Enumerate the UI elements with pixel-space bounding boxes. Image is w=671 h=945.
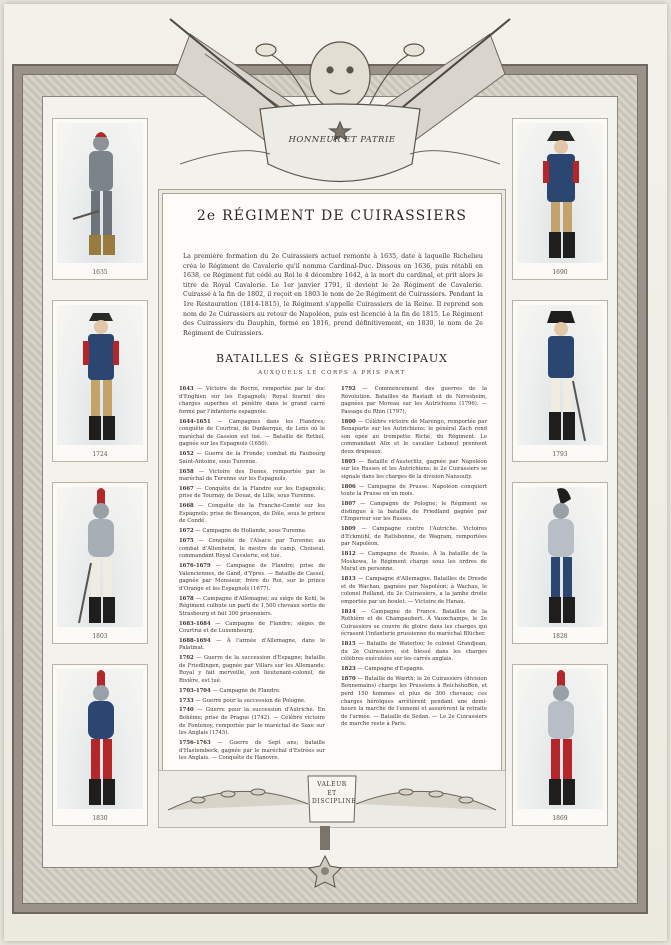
battle-text: — Campagne d'Allemagne; au siège de Kehl, le Régiment culbute un parti de 1,500 chevaux sortis de Strasbourg et fait 300 prisonniers. (179, 595, 325, 617)
battle-entry (179, 469, 325, 484)
battle-year: 1807 (341, 501, 356, 508)
battle-text: — Commencement des guerres de la Révolution. Batailles de Rastadt et de Neresheim, gagnées par Moreau sur les Autrichiens (1796). — Passage du Rhin (1797). (341, 386, 487, 415)
battle-year: 1792 (341, 386, 356, 392)
cuirassier-figure-icon (53, 483, 149, 645)
battle-entry (341, 641, 487, 664)
battle-year: 1672 (179, 528, 194, 535)
battle-text: — Campagne de Flandre; sièges de Courtrai et de Luxembourg. (179, 620, 325, 635)
battle-text: — Campagne de Russie. À la bataille de la Moskowa, le Régiment charge sous les ordres de Murat en personne. (341, 551, 487, 573)
battle-year: 1733 (179, 697, 194, 704)
battles-subtitle: AUXQUELS LE CORPS A PRIS PART (258, 370, 406, 376)
battle-year: 1756-1763 (179, 739, 211, 746)
battle-year: 1676-1679 (179, 562, 211, 569)
uniform-plate (52, 118, 148, 280)
battle-year: 1703-1704 (179, 687, 211, 694)
battle-year: 1809 (341, 526, 356, 533)
battle-text: — Bataille d'Austerlitz, gagnée par Napoléon sur les Russes et les Autrichiens; le 2e Cuirassiers se signale dans les charges de la division Nansouty. (341, 458, 487, 480)
battle-entry (179, 621, 325, 636)
cuirassier-figure-icon (53, 665, 149, 827)
battle-text: — Guerre de Sept ans; bataille d'Hastembeck, gagnée par le maréchal d'Estrées sur les Anglais. — Conquête du Hanovre. (179, 739, 325, 762)
battle-entry (179, 538, 325, 561)
battle-text: — Bataille de Wœrth; le 2e Cuirassiers (division Bonnemains) charge les Prussiens à Reichshoffen, et perd 150 hommes et plus de 300 chevaux; ces charges héroïques arrêtèrent pendant une demi-heure la marche de l'ennemi et assurèrent la retraite de l'armée. — Bataille de Sedan. — Le 2e Cuirassiers de marche reste à Paris. (341, 675, 487, 728)
battle-entry (179, 698, 325, 706)
battle-text: — Campagne de Flandre; prise de Valenciennes, de Gand, d'Ypres. — Bataille de Cassel, gagnée par Monsieur, frère du Roi, sur le prince d'Orange et les Espagnols (1677). (179, 562, 325, 592)
battle-entry (179, 638, 325, 653)
battle-text: — Bataille de Waterloo; le colonel Grandjean, du 2e Cuirassiers, est blessé dans les charges célèbres exécutées sur les carrés anglais. (341, 641, 487, 663)
cuirassier-figure-icon (513, 483, 609, 645)
battle-text: — Guerre de la succession d'Espagne; bataille de Friedlingen, gagnée par Villars sur les Allemands; Royal y fait merveille, son lieutenant-colonel, de Rivière, est tué. (179, 655, 325, 685)
history-panel (162, 193, 502, 773)
battle-year: 1815 (341, 641, 356, 648)
battle-year: 1823 (341, 666, 356, 673)
uniform-plate (512, 482, 608, 644)
battle-entry (179, 563, 325, 593)
battle-entry (179, 707, 325, 737)
battle-entry (341, 609, 487, 639)
battle-entry (179, 740, 325, 763)
battle-year: 1806 (341, 483, 356, 490)
plate-year: 1830 (92, 815, 108, 822)
battle-entry (341, 666, 487, 674)
cuirassier-figure-icon (53, 119, 149, 281)
battle-year: 1688-1694 (179, 637, 211, 644)
battle-text: — Victoire de Rocroi, remportée par le duc d'Enghien sur les Espagnols; Royal fournit des charges superbes et pénètre dans le grand carré formé par l'infanterie espagnole. (179, 386, 325, 415)
plate-year: 1793 (552, 451, 568, 458)
battle-entry (341, 551, 487, 574)
uniform-plate (52, 300, 148, 462)
plate-year: 1724 (92, 451, 108, 458)
lion-head-icon (310, 42, 370, 110)
battle-entry (179, 596, 325, 619)
battle-entry (179, 386, 325, 416)
battle-entry (179, 503, 325, 526)
battle-text: — Campagne de Hollande, sous Turenne. (193, 528, 307, 535)
battle-entry (179, 419, 325, 449)
battle-text: — Guerre de la Fronde; combat du Faubourg Saint-Antoine, sous Turenne. (179, 451, 325, 465)
battle-year: 1870 (341, 675, 356, 682)
battle-year: 1667 (179, 485, 194, 492)
battle-text: — Campagne de France. Batailles de la Rothière et de Champaubert. À Vauxchamps, le 2e Cuirassiers se couvre de gloire dans les charges qui écrasent l'infanterie prussienne du maréchal Blücher. (341, 608, 487, 638)
battle-year: 1678 (179, 595, 194, 602)
battle-entry (341, 386, 487, 416)
battle-entry (341, 484, 487, 499)
cavalier-figure-icon (53, 301, 149, 463)
battle-year: 1644-1651 (179, 418, 211, 425)
battle-entry (341, 501, 487, 524)
battles-title: BATAILLES & SIÈGES PRINCIPAUX (215, 352, 449, 365)
bottom-motto: VALEUR ET DISCIPLINE (312, 781, 357, 806)
uniform-plate (512, 300, 608, 462)
plate-year: 1635 (92, 269, 108, 276)
battle-text: — Campagne de Prusse. Napoléon conquiert toute la Prusse en un mois. (341, 483, 487, 498)
regimental-crest (150, 14, 530, 194)
battle-text: — Campagnes dans les Flandres; conquête de Courtrai, de Dunkerque, de Lens où le maréchal de Gassion est tué. — Bataille de Rethel, gagnée sur les Espagnols (1650). (179, 418, 325, 448)
battle-text: — Guerre pour la succession d'Autriche. En Bohême; prise de Prague (1742). — Célèbre victoire de Fontenoy, remportée par le maréchal de Saxe sur les Anglais (1745). (179, 707, 325, 737)
battle-text: — Campagne contre l'Autriche. Victoires d'Eckmühl, de Ratisbonne, de Wagram, remportées par Napoléon. (341, 526, 487, 548)
battle-year: 1683-1684 (179, 620, 211, 627)
battle-text: — Conquête de l'Alsace par Turenne; au combat d'Altenheim, le mestre de camp, Choiseul, commandant Royal Cavalerie, est tué. (179, 538, 325, 560)
battle-text: — Célèbre victoire de Marengo, remportée par Bonaparte sur les Autrichiens; le général Zach rend son épée au trompette Riché, du Régiment. Le commandant Alix et le cavalier Lebœuf prennent deux drapeaux. (341, 418, 487, 455)
battle-entry (341, 676, 487, 729)
cavalier-figure-icon (513, 119, 609, 281)
plate-year: 1690 (552, 269, 568, 276)
battle-year: 1812 (341, 551, 356, 557)
plate-year: 1828 (552, 633, 568, 640)
battle-text: — Conquête de la Flandre sur les Espagnols; prise de Tournay, de Douai, de Lille, sous Turenne. (179, 485, 325, 500)
battle-text: — Campagne de Pologne; le Régiment se distingue à la bataille de Friedland gagnée par l'Empereur sur les Russes. (341, 501, 487, 523)
battle-year: 1702 (179, 655, 194, 662)
battle-entry (341, 526, 487, 549)
battle-text: — Victoire des Dunes, remportée par le maréchal de Turenne sur les Espagnols. (179, 468, 325, 483)
battle-year: 1643 (179, 386, 194, 392)
battle-entry (179, 486, 325, 501)
battle-text: — Campagne d'Allemagne. Batailles de Dresde et de Wachau, gagnées par Napoléon; à Wachau, le colonel Rolland, du 2e Cuirassiers, a la jambe droite emportée par un boulet. — Victoire de Hanau. (341, 575, 487, 605)
battle-entry (179, 451, 325, 466)
regiment-history: La première formation du 2e Cuirassiers actuel remonte à 1635, date à laquelle Richelieu créa le Régiment de Cavalerie qu'il nomma Cardinal-Duc. Dissous en 1636, puis rétabli en 1638, ce Régiment fut cédé au Roi le 4 décembre 1642, à la mort du cardinal, et prit alors le titre de Royal Cavalerie. Le 1er janvier 1791, il devient le 2e Régiment de Cavalerie. Cuirassé à la fin de 1802, il reçoit en 1803 le nom de 2e Régiment de Cuirassiers. Pendant la 1re Restauration (1814-1815), le Régiment s'appelle Cuirassiers de la Reine. Il reprend son nom de 2e Cuirassiers au retour de Napoléon, puis est licencié à la fin de 1815. Le Régiment des Cuirassiers du Dauphin, formé en 1816, prend définitivement, en 1830, le nom de 2e Régiment de Cuirassiers. (183, 253, 483, 337)
battle-year: 1652 (179, 451, 194, 458)
battle-entry (341, 419, 487, 457)
uniform-plate (52, 664, 148, 826)
battle-text: — Guerre pour la succession de Pologne. (193, 697, 306, 704)
plate-year: 1803 (92, 633, 108, 640)
uniform-plate (52, 482, 148, 644)
battle-year: 1805 (341, 458, 356, 465)
cavalier-figure-icon (513, 301, 609, 463)
battle-text: — Campagne d'Espagne. (355, 666, 425, 673)
battle-entry (341, 459, 487, 482)
battles-column-right (341, 386, 487, 731)
uniform-plate (512, 664, 608, 826)
battle-year: 1814 (341, 608, 356, 615)
uniform-plate (512, 118, 608, 280)
battle-entry (179, 688, 325, 696)
medal-icon (305, 826, 345, 906)
battle-entry (179, 655, 325, 685)
plate-year: 1869 (552, 815, 568, 822)
battle-year: 1668 (179, 503, 194, 510)
crest-motto: HONNEUR ET PATRIE (288, 135, 396, 145)
battle-year: 1740 (179, 707, 194, 714)
battle-entry (179, 528, 325, 536)
battle-year: 1800 (341, 418, 356, 425)
battle-entry (341, 576, 487, 606)
battle-year: 1813 (341, 575, 356, 582)
cuirassier-figure-icon (513, 665, 609, 827)
battle-year: 1675 (179, 538, 194, 544)
battle-text: — À l'armée d'Allemagne, dans le Palatinat. (179, 637, 325, 652)
battles-column-left (179, 386, 325, 765)
battle-text: — Conquête de la Franche-Comté sur les Espagnols; prise de Besançon, de Dôle, sous le prince de Condé. (179, 503, 325, 525)
battle-year: 1658 (179, 468, 194, 475)
page-title: 2e RÉGIMENT DE CUIRASSIERS (196, 208, 468, 224)
battle-text: — Campagne de Flandre. (210, 687, 281, 694)
